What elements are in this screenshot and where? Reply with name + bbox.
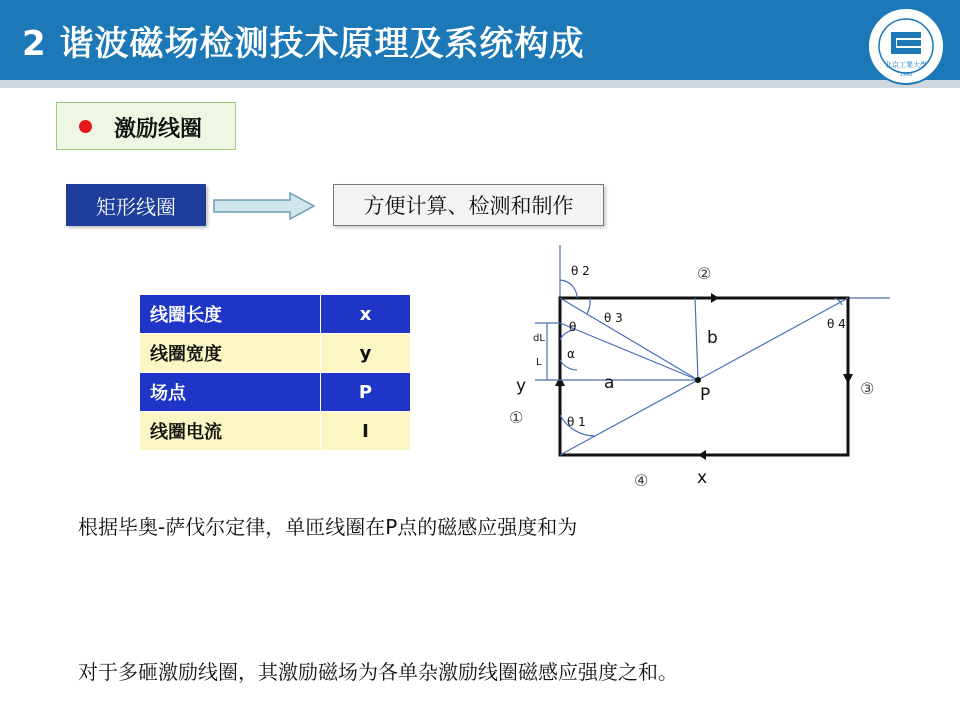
slide-title: 2 谐波磁场检测技术原理及系统构成 bbox=[22, 24, 585, 64]
label-x: x bbox=[697, 468, 708, 488]
logo-text: 北京工業大學 bbox=[885, 61, 927, 69]
table-row bbox=[140, 334, 411, 373]
right-arrow-icon bbox=[212, 192, 316, 220]
param-value: y bbox=[321, 334, 411, 373]
arrow-right-icon bbox=[843, 374, 853, 384]
rect-coil-label: 矩形线圈 bbox=[66, 184, 206, 226]
label-theta3: θ 3 bbox=[604, 311, 623, 325]
arrow-bottom-icon bbox=[698, 450, 706, 460]
label-theta: θ bbox=[569, 320, 577, 334]
label-side2: ② bbox=[697, 264, 712, 283]
coil-geometry-diagram bbox=[505, 240, 905, 495]
parameter-table bbox=[139, 294, 411, 451]
table-row bbox=[140, 295, 411, 334]
param-value: x bbox=[321, 295, 411, 334]
label-side4: ④ bbox=[634, 471, 649, 490]
label-alpha: α bbox=[567, 347, 575, 361]
arrow-left-icon bbox=[555, 376, 565, 386]
param-value: P bbox=[321, 373, 411, 412]
note-multi-turn: 对于多砸激励线圈，其激励磁场为各单杂激励线圈磁感应强度之和。 bbox=[78, 660, 678, 684]
label-theta2: θ 2 bbox=[571, 264, 590, 278]
label-L: L bbox=[536, 357, 542, 368]
note-biot-savart: 根据毕奥-萨伐尔定律，单匝线圈在P点的磁感应强度和为 bbox=[78, 515, 578, 539]
field-point-P bbox=[695, 377, 701, 383]
bullet-icon bbox=[79, 120, 92, 133]
label-a: a bbox=[604, 373, 615, 393]
label-b: b bbox=[707, 328, 718, 348]
header-divider bbox=[0, 80, 960, 88]
label-side1: ① bbox=[509, 408, 524, 427]
param-name: 线圈电流 bbox=[140, 412, 321, 451]
label-dL: dL bbox=[533, 333, 545, 344]
section-label: 激励线圈 bbox=[114, 117, 203, 142]
param-value: I bbox=[321, 412, 411, 451]
label-y: y bbox=[516, 376, 527, 396]
section-heading-box bbox=[56, 102, 236, 150]
param-name: 线圈长度 bbox=[140, 295, 321, 334]
table-row bbox=[140, 373, 411, 412]
label-theta1: θ 1 bbox=[567, 415, 586, 429]
label-side3: ③ bbox=[860, 379, 875, 398]
label-P: P bbox=[700, 385, 711, 405]
param-name: 场点 bbox=[140, 373, 321, 412]
table-row bbox=[140, 412, 411, 451]
university-logo bbox=[866, 6, 946, 86]
logo-year: 1960 bbox=[899, 72, 913, 78]
arrow-top-icon bbox=[711, 293, 719, 303]
benefit-label: 方便计算、检测和制作 bbox=[333, 184, 604, 226]
label-theta4: θ 4 bbox=[827, 317, 846, 331]
param-name: 线圈宽度 bbox=[140, 334, 321, 373]
